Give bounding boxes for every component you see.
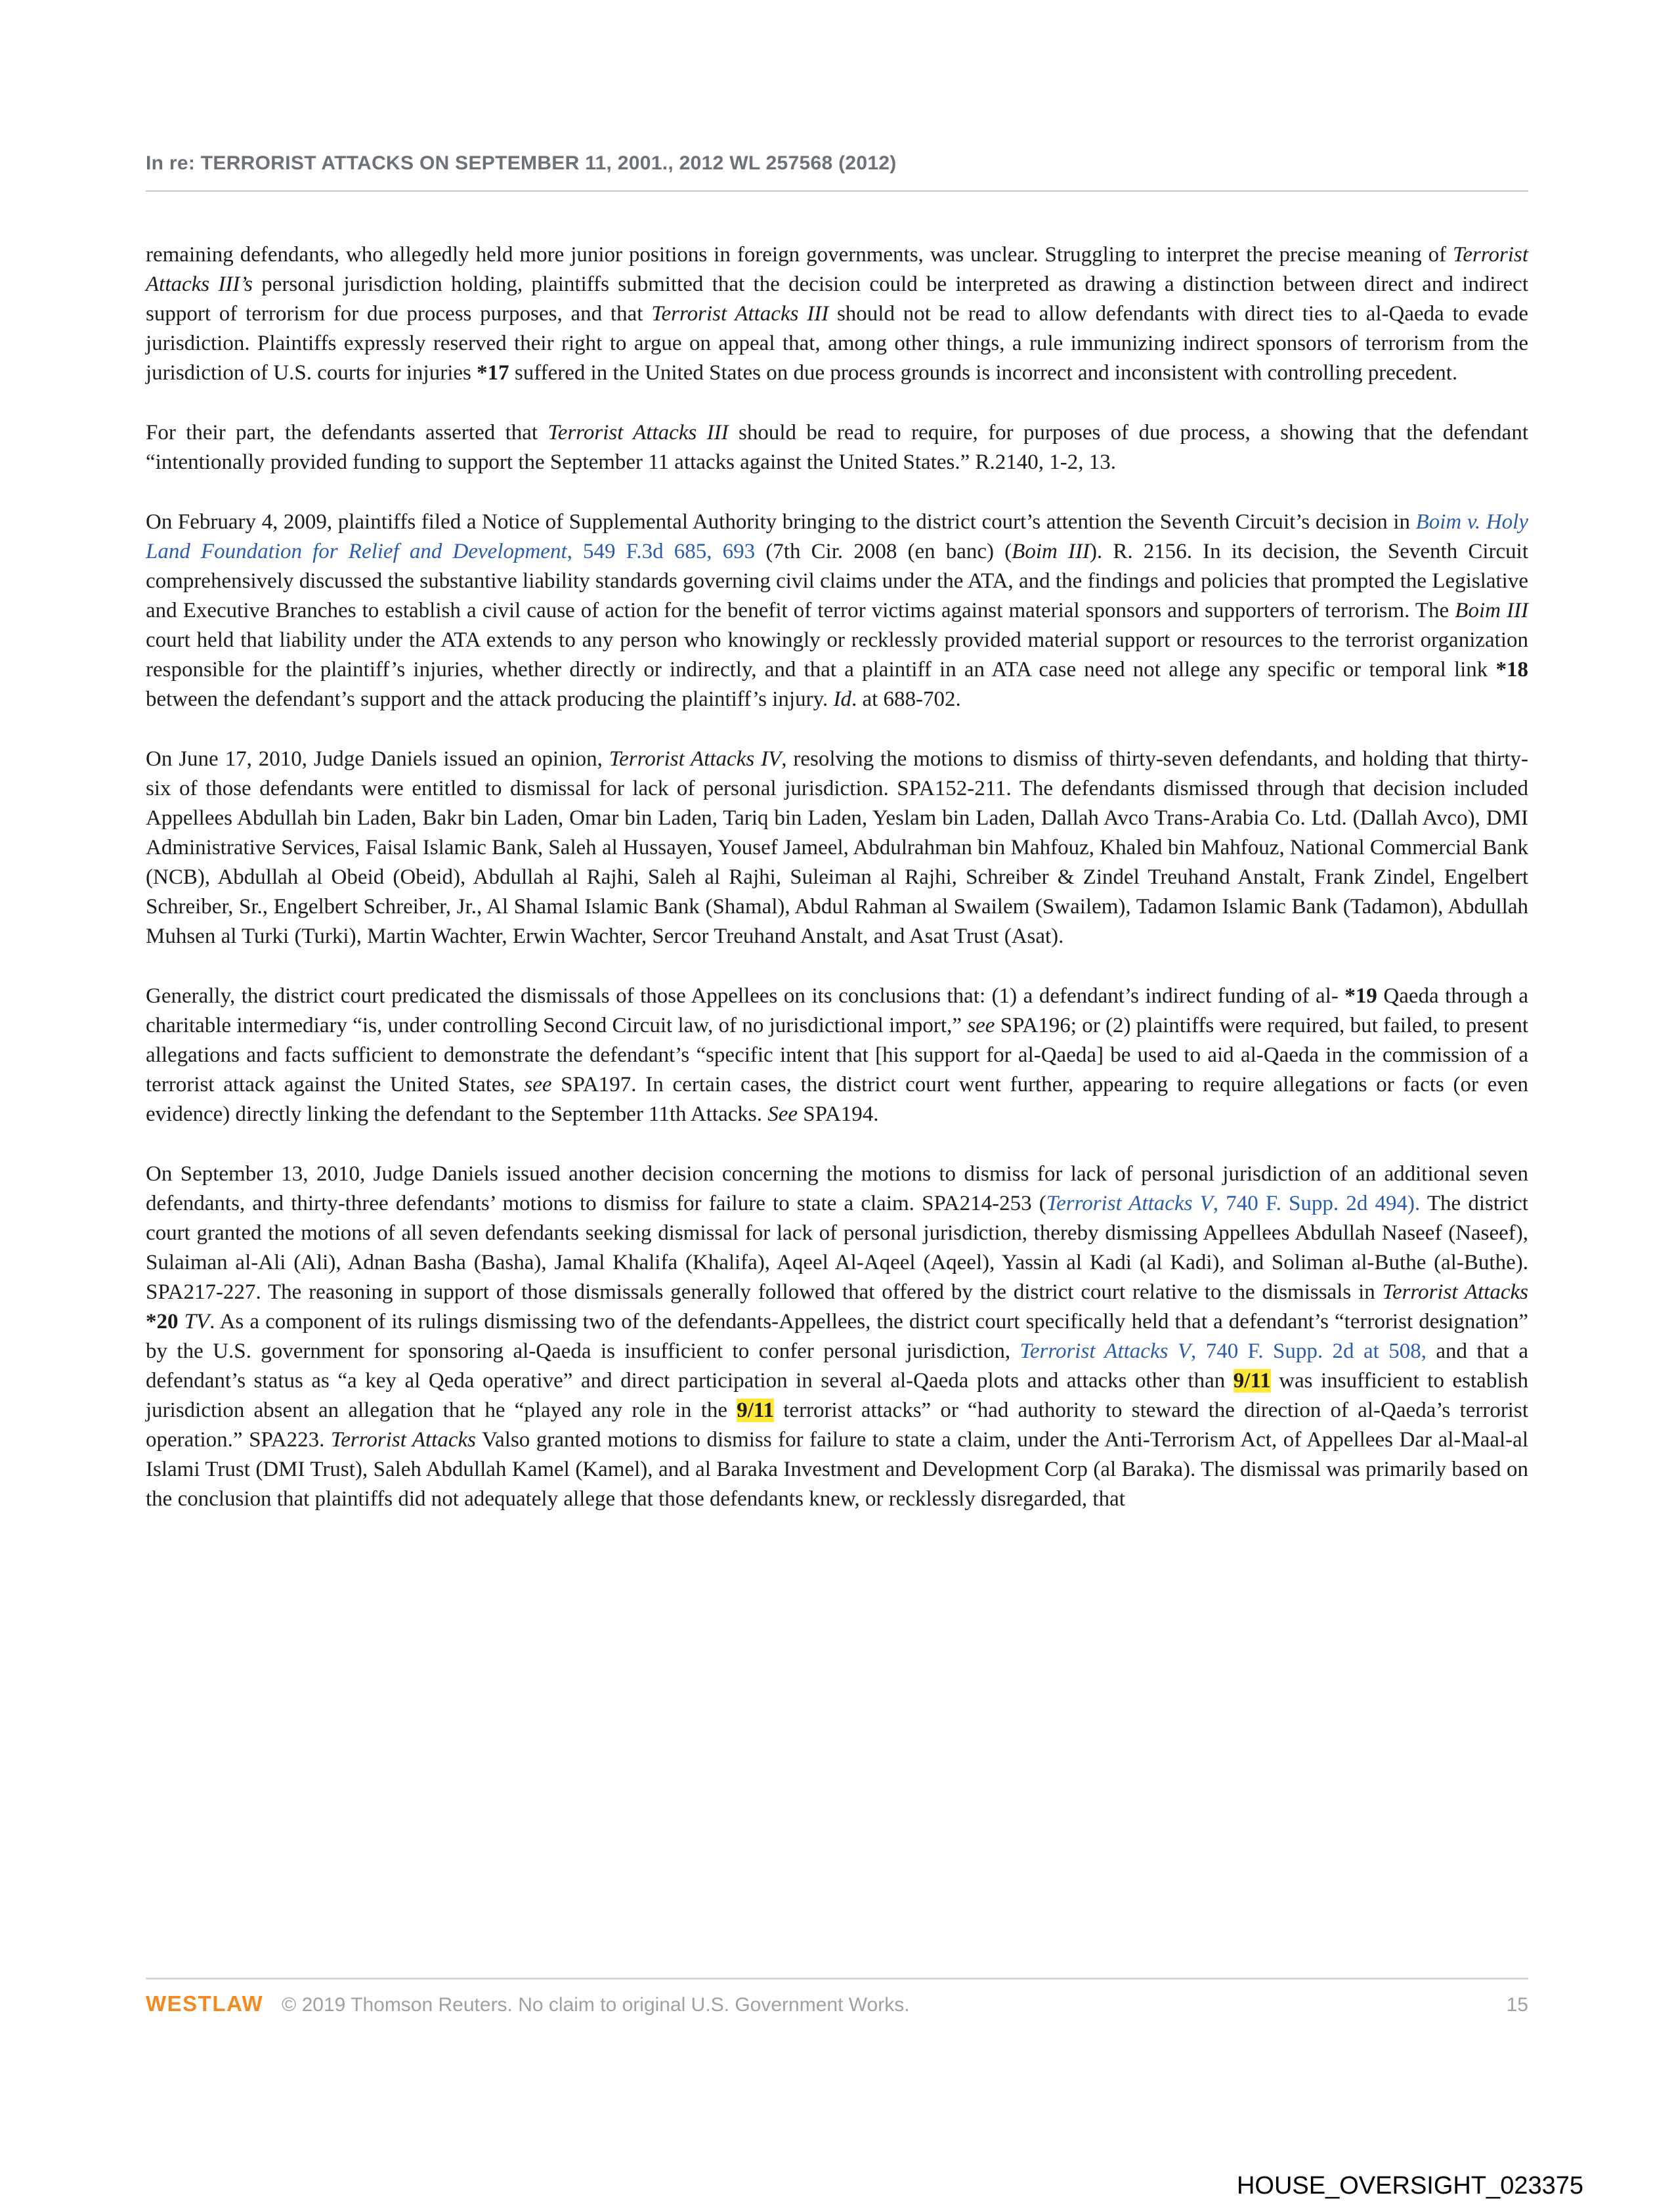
italic-case-name: see — [967, 1014, 995, 1037]
text-run: On June 17, 2010, Judge Daniels issued an opinion, — [146, 747, 609, 771]
italic-case-name: Boim III — [1012, 540, 1090, 563]
italic-case-name: See — [767, 1102, 798, 1126]
page-pin-marker: *20 — [146, 1310, 179, 1334]
bates-number: HOUSE_OVERSIGHT_023375 — [1236, 2172, 1583, 2200]
text-run: should not be read to allow defendants with direct ties to al-Qaeda to evade jurisdiction. Plaintiffs expressly reserved their right to argue on appeal that, among other things, a rule immunizing indirect sponsors of terrorism from the jurisdiction of U.S. courts for injuries — [146, 302, 1528, 385]
text-run: was insufficient to establish jurisdiction absent an allegation that he “played any role in the — [146, 1369, 1528, 1422]
italic-case-name: Terrorist Attacks — [330, 1428, 476, 1452]
italic-case-name: Terrorist Attacks III’s — [146, 243, 1528, 296]
paragraph — [146, 1160, 1528, 1514]
text-run: terrorist attacks” or “had authority to steward the direction of al-Qaeda’s terrorist operation.” SPA223. — [146, 1399, 1528, 1452]
paragraph — [146, 745, 1528, 951]
text-run: personal jurisdiction holding, plaintiffs submitted that the decision could be interpreted as drawing a distinction between direct and indirect support of terrorism for due process purposes, and that — [146, 272, 1528, 326]
italic-case-name: Terrorist Attacks — [1382, 1280, 1528, 1304]
italic-case-name: Terrorist Attacks III — [651, 302, 829, 326]
text-run: should be read to require, for purposes of due process, a showing that the defendant “intentionally provided funding to support the September 11 attacks against the United States.” R.2140, 1-2, 13. — [146, 421, 1528, 474]
italic-case-name: see — [524, 1073, 552, 1096]
italic-case-name: Id — [833, 687, 851, 711]
text-run: court held that liability under the ATA extends to any person who knowingly or recklessly provided material support or resources to the terrorist organization responsible for the plaintiff’s injuries, whether directly or indirectly, and that a plaintiff in an ATA case need not allege any specific or temporal link — [146, 628, 1528, 682]
page-number: 15 — [1506, 1994, 1528, 2016]
text-run: On September 13, 2010, Judge Daniels issued another decision concerning the motions to dismiss for lack of personal jurisdiction of an additional seven defendants, and thirty-three defendants’ motions to dismiss for failure to state a claim. SPA214-253 ( — [146, 1162, 1528, 1215]
text-run: SPA194. — [798, 1102, 879, 1126]
document-header — [146, 152, 1528, 192]
text-run: . at 688-702. — [851, 687, 961, 711]
italic-case-name: Boim III — [1455, 599, 1528, 622]
text-run: ). R. 2156. In its decision, the Seventh Circuit comprehensively discussed the substantive liability standards governing civil claims under the ATA, and the findings and policies that prompted the Legislative and Executive Branches to establish a civil cause of action for the benefit of terror victims against material sponsors and supporters of terrorism. The — [146, 540, 1528, 622]
westlaw-logo: WESTLAW — [146, 1991, 264, 2016]
text-run: (7th Cir. 2008 (en banc) ( — [755, 540, 1012, 563]
text-run: Generally, the district court predicated the dismissals of those Appellees on its conclusions that: (1) a defendant’s indirect funding of al- — [146, 984, 1345, 1008]
text-run: The district court granted the motions of all seven defendants seeking dismissal for lack of personal jurisdiction, thereby dismissing Appellees Abdullah Naseef (Naseef), Sulaiman al-Ali (Ali), Adnan Basha (Basha), Jamal Khalifa (Khalifa), Aqeel Al-Aqeel (Aqeel), Yassin al Kadi (al Kadi), and Soliman al-Buthe (al-Buthe). SPA217-227. The reasoning in support of those dismissals generally followed that offered by the district court relative to the dismissals in — [146, 1192, 1528, 1304]
paragraphs-container — [146, 240, 1528, 1514]
highlighted-term: 9/11 — [737, 1399, 775, 1422]
text-run: Valso granted motions to dismiss for failure to state a claim, under the Anti-Terrorism Act, of Appellees Dar al-Maal-al Islami Trust (DMI Trust), Saleh Abdullah Kamel (Kamel), and al Baraka Investment and Development Corp (al Baraka). The dismissal was primarily based on the conclusion that plaintiffs did not adequately allege that those defendants knew, or recklessly disregarded, that — [146, 1428, 1528, 1511]
italic-case-name: Terrorist Attacks IV — [609, 747, 782, 771]
text-run: SPA196; or (2) plaintiffs were required, but failed, to present allegations and facts sufficient to demonstrate the defendant’s “specific intent that [his support for al-Qaeda] be used to aid al-Qaeda in the commission of a terrorist attack against the United States, — [146, 1014, 1529, 1096]
page-pin-marker: *19 — [1344, 984, 1377, 1008]
citation-link[interactable]: Terrorist Attacks V — [1046, 1192, 1213, 1215]
text-run: Qaeda through a charitable intermediary “is, under controlling Second Circuit law, of no jurisdictional import,” — [146, 984, 1528, 1037]
citation-link[interactable]: , 740 F. Supp. 2d at 508, — [1191, 1339, 1427, 1363]
paragraph — [146, 982, 1528, 1129]
text-run: On February 4, 2009, plaintiffs filed a Notice of Supplemental Authority bringing to the district court’s attention the Seventh Circuit’s decision in — [146, 510, 1416, 534]
copyright-text: © 2019 Thomson Reuters. No claim to original U.S. Government Works. — [282, 1994, 910, 2016]
page-pin-marker: *18 — [1495, 658, 1528, 682]
paragraph — [146, 418, 1528, 477]
page-pin-marker: *17 — [477, 361, 509, 385]
case-citation: In re: TERRORIST ATTACKS ON SEPTEMBER 11, 2001., 2012 WL 257568 (2012) — [146, 152, 897, 174]
citation-link[interactable]: , 549 F.3d 685, 693 — [567, 540, 756, 563]
text-run: suffered in the United States on due process grounds is incorrect and inconsistent with controlling precedent. — [509, 361, 1458, 385]
text-run: , resolving the motions to dismiss of thirty-seven defendants, and holding that thirty-six of those defendants were entitled to dismissal for lack of personal jurisdiction. SPA152-211. The defendants dismissed through that decision included Appellees Abdullah bin Laden, Bakr bin Laden, Omar bin Laden, Tariq bin Laden, Yeslam bin Laden, Dallah Avco Trans-Arabia Co. Ltd. (Dallah Avco), DMI Administrative Services, Faisal Islamic Bank, Saleh al Hussayen, Yousef Jameel, Abdulrahman bin Mahfouz, Khaled bin Mahfouz, National Commercial Bank (NCB), Abdullah al Obeid (Obeid), Abdullah al Rajhi, Saleh al Rajhi, Suleiman al Rajhi, Schreiber & Zindel Treuhand Anstalt, Frank Zindel, Engelbert Schreiber, Sr., Engelbert Schreiber, Jr., Al Shamal Islamic Bank (Shamal), Abdul Rahman al Swailem (Swailem), Tadamon Islamic Bank (Tadamon), Abdullah Muhsen al Turki (Turki), Martin Wachter, Erwin Wachter, Sercor Treuhand Anstalt, and Asat Trust (Asat). — [146, 747, 1528, 948]
text-run: and that a defendant’s status as “a key al Qeda operative” and direct participation in several al-Qaeda plots and attacks other than — [146, 1339, 1528, 1393]
text-run: between the defendant’s support and the attack producing the plaintiff’s injury. — [146, 687, 834, 711]
highlighted-term: 9/11 — [1233, 1369, 1271, 1393]
citation-link[interactable]: Terrorist Attacks V — [1019, 1339, 1191, 1363]
text-run: remaining defendants, who allegedly held more junior positions in foreign governments, was unclear. Struggling to interpret the precise meaning of — [146, 243, 1453, 267]
footer-row — [146, 1991, 1528, 2016]
text-run: SPA197. In certain cases, the district court went further, appearing to require allegations or facts (or even evidence) directly linking the defendant to the September 11th Attacks. — [146, 1073, 1528, 1126]
paragraph — [146, 240, 1528, 388]
italic-case-name: TV — [178, 1310, 210, 1334]
citation-link[interactable]: , 740 F. Supp. 2d 494). — [1213, 1192, 1421, 1215]
page-footer — [146, 1978, 1528, 2016]
paragraph — [146, 508, 1528, 714]
citation-link[interactable]: Boim v. Holy Land Foundation for Relief and Development — [146, 510, 1528, 563]
text-run: For their part, the defendants asserted that — [146, 421, 548, 445]
text-run: . As a component of its rulings dismissing two of the defendants-Appellees, the district court specifically held that a defendant’s “terrorist designation” by the U.S. government for sponsoring al-Qaeda is insufficient to confer personal jurisdiction, — [146, 1310, 1528, 1363]
document-body — [146, 240, 1528, 1514]
italic-case-name: Terrorist Attacks III — [547, 421, 729, 445]
